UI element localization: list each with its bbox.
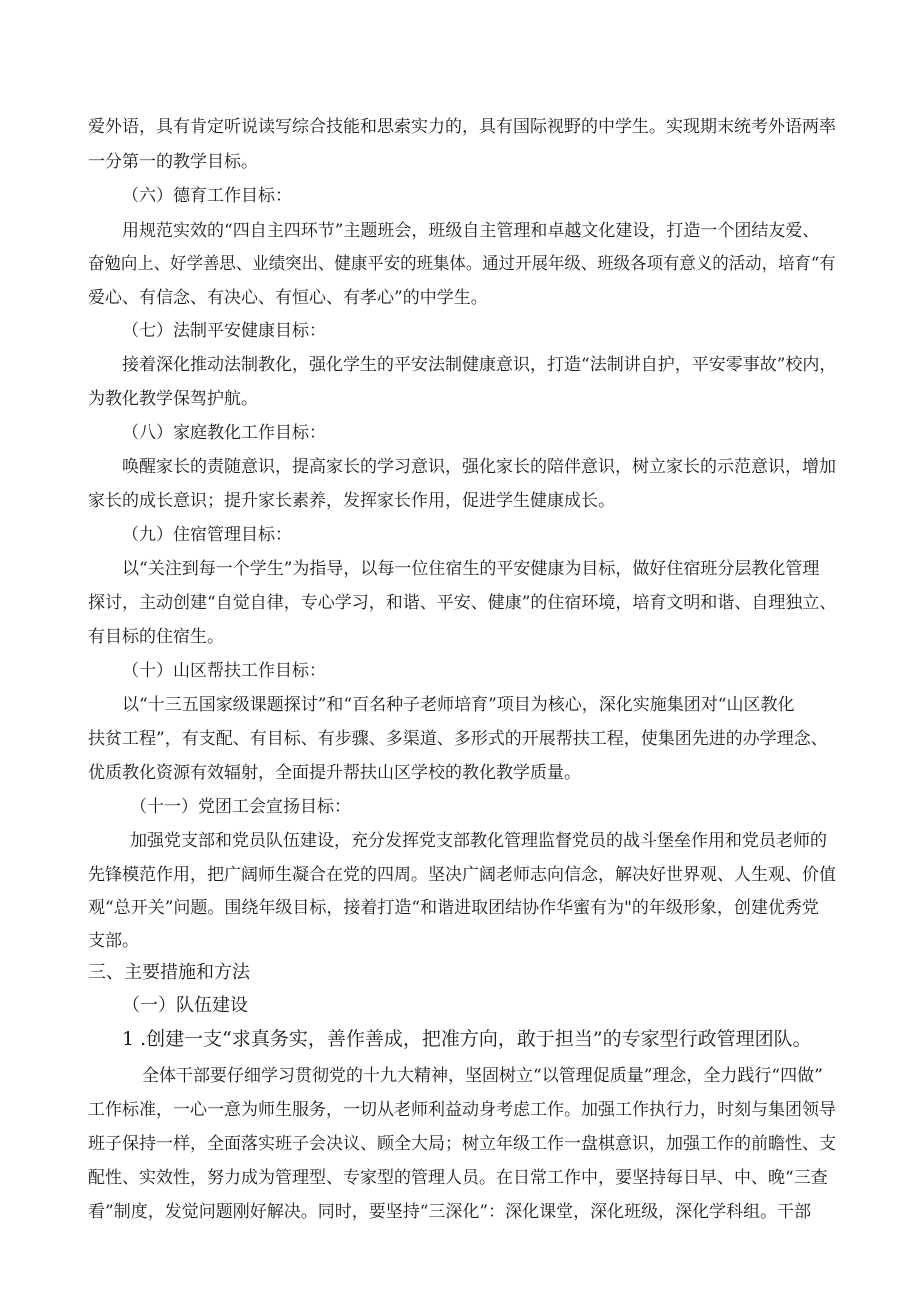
text-line: 工作标准，一心一意为师生服务，一切从老师利益动身考虑工作。加强工作执行力，时刻与集团领导 [88, 1100, 836, 1120]
text-line: 家长的成长意识；提升家长素养，发挥家长作用，促进学生健康成长。 [88, 491, 615, 511]
text-line: 用规范实效的“四自主四环节”主题班会，班级自主管理和卓越文化建设，打造一个团结友爱、 [122, 221, 820, 241]
text-line: 支部。 [88, 931, 139, 951]
section-heading: （一）队伍建设 [122, 995, 248, 1016]
text-line: 先锋模范作用，把广阔师生凝合在党的四周。坚决广阔老师志向信念，解决好世界观、人生观、价值 [88, 865, 836, 885]
text-line: 班子保持一样，全面落实班子会决议、顾全大局；树立年级工作一盘棋意识，加强工作的前瞻性、支 [88, 1134, 836, 1154]
text-line: 爱心、有信念、有决心、有恒心、有孝心”的中学生。 [88, 288, 488, 308]
text-line: 优质教化资源有效辐射，全面提升帮扶山区学校的教化教学质量。 [88, 763, 581, 783]
text-line: 配性、实效性，努力成为管理型、专家型的管理人员。在日常工作中，要坚持每日早、中、晚“三查 [88, 1168, 828, 1188]
text-line: 探讨，主动创建“自觉自律，专心学习，和谐、平安、健康”的住宿环境，培育文明和谐、自理独立、 [88, 593, 837, 613]
section-heading: （七）法制平安健康目标： [122, 321, 326, 341]
text-line: 一分第一的教学目标。 [88, 152, 258, 172]
text-line: 以“关注到每一个学生”为指导，以每一位住宿生的平安健康为目标，做好住宿班分层教化管理 [122, 559, 820, 579]
text-line: 爱外语，具有肯定听说读写综合技能和思索实力的，具有国际视野的中学生。实现期末统考外语两率 [88, 117, 836, 137]
text-line: 奋勉向上、好学善思、业绩突出、健康平安的班集体。通过开展年级、班级各项有意义的活动，培育“有 [88, 254, 836, 274]
subsection-heading: 1 .创建一支“求真务实，善作善成，把准方向，敢于担当”的专家型行政管理团队。 [122, 1028, 812, 1050]
text-line: 加强党支部和党员队伍建设，充分发挥党支部教化管理监督党员的战斗堡垒作用和党员老师的 [130, 831, 827, 851]
chapter-heading: 三、主要措施和方法 [88, 962, 250, 983]
text-line: 有目标的住宿生。 [88, 627, 224, 647]
section-heading: （十）山区帮扶工作目标： [122, 661, 326, 681]
text-line: 接着深化推动法制教化，强化学生的平安法制健康意识，打造“法制讲自护，平安零事故”校内， [122, 355, 837, 375]
section-heading: （八）家庭教化工作目标： [122, 423, 326, 443]
text-line: 全体干部要仔细学习贯彻党的十九大精神，坚固树立“以管理促质量”理念，全力践行“四做” [142, 1066, 823, 1086]
text-line: 为教化教学保驾护航。 [88, 389, 258, 409]
text-line: 以“十三五国家级课题探讨”和“百名种子老师培育”项目为核心，深化实施集团对“山区教化 [122, 695, 795, 715]
text-line: 唤醒家长的责随意识，提高家长的学习意识，强化家长的陪伴意识，树立家长的示范意识，增加 [122, 457, 836, 477]
section-heading: （十一）党团工会宣扬目标： [130, 797, 351, 817]
text-line: 扶贫工程”，有支配、有目标、有步骤、多渠道、多形式的开展帮扶工程，使集团先进的办学理念、 [88, 729, 828, 749]
text-line: 看”制度，发觉问题刚好解决。同时，要坚持“三深化”：深化课堂，深化班级，深化学科组。干部 [88, 1202, 812, 1222]
text-line: 观“总开关”问题。围绕年级目标，接着打造“和谐进取团结协作华蜜有为"的年级形象，创建优秀党 [88, 898, 819, 918]
section-heading: （六）德育工作目标： [122, 186, 292, 206]
section-heading: （九）住宿管理目标： [122, 525, 292, 545]
